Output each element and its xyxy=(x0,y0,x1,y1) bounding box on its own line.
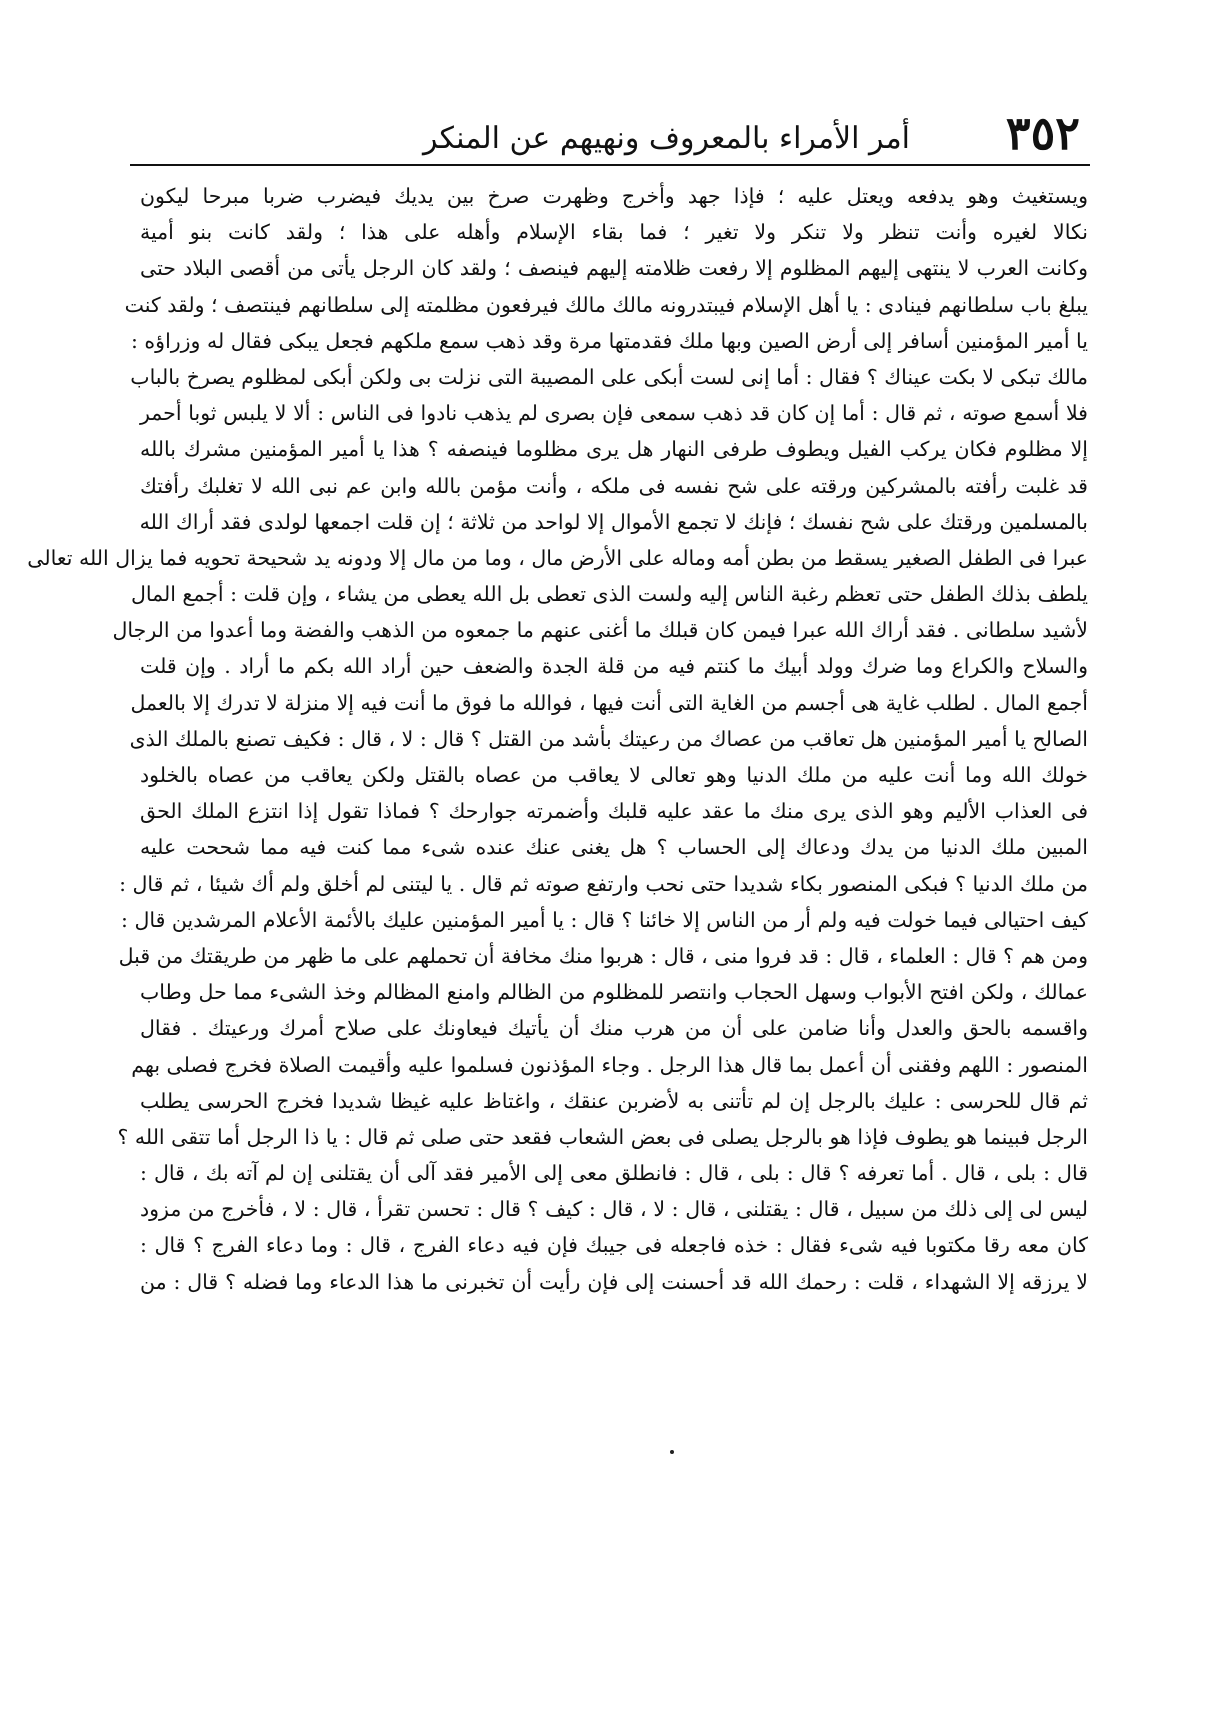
text-line: ليس لى إلى ذلك من سبيل ، قال : يقتلنى ، قال : لا ، قال : كيف ؟ قال : تحسن تقرأ ، قال : لا ، فأخرج من مزود xyxy=(140,1197,1088,1222)
text-line: كيف احتيالى فيما خولت فيه ولم أر من الناس إلا خائنا ؟ قال : يا أمير المؤمنين عليك بالأئمة الأعلام المرشدين قال : xyxy=(121,907,1088,932)
text-line: نكالا لغيره وأنت تنظر ولا تنكر ولا تغير ؛ فما بقاء الإسلام وأهله على هذا ؛ ولقد كانت بنو أمية xyxy=(140,220,1088,245)
text-line: المنصور : اللهم وفقنى أن أعمل بما قال هذا الرجل . وجاء المؤذنون فسلموا عليه وأقيمت الصلاة فخرج فصلى بهم xyxy=(131,1052,1088,1077)
text-line: الرجل فبينما هو يطوف فإذا هو بالرجل يصلى فى بعض الشعاب فقعد حتى صلى ثم قال : يا ذا الرجل أما تتقى الله ؟ xyxy=(117,1124,1088,1149)
text-line: المبين ملك الدنيا من يدك ودعاك إلى الحساب ؟ هل يغنى عنك عنده شىء مما كنت فيه مما شححت عليه xyxy=(140,835,1088,860)
text-line: ثم قال للحرسى : عليك بالرجل إن لم تأتنى به لأضربن عنقك ، واغتاظ عليه غيظا شديدا فخرج الحرسى يطلب xyxy=(140,1088,1088,1113)
text-line: قال : بلى ، قال . أما تعرفه ؟ قال : بلى ، قال : فانطلق معى إلى الأمير فقد آلى أن يقتلنى إن لم آته بك ، قال : xyxy=(140,1161,1088,1186)
text-line: الصالح يا أمير المؤمنين هل تعاقب من عصاك من رعيتك بأشد من القتل ؟ قال : لا ، قال : فكيف تصنع بالملك الذى xyxy=(129,726,1088,751)
text-line: والسلاح والكراع وما ضرك وولد أبيك ما كنتم فيه من قلة الجدة والضعف حين أراد الله بكم ما أراد . وإن قلت xyxy=(140,654,1088,679)
text-line: بالمسلمين ورقتك على شح نفسك ؛ فإنك لا تجمع الأموال إلا لواحد من ثلاثة ؛ إن قلت اجمعها لولدى فقد أراك الله xyxy=(139,509,1088,534)
header-rule xyxy=(130,164,1090,166)
body-text xyxy=(27,178,1088,1300)
text-line: إلا مظلوم فكان يركب الفيل ويطوف طرفى النهار هل يرى مظلوما فينصفه ؟ هذا يا أمير المؤمنين مشرك بالله xyxy=(140,437,1088,462)
text-line: يبلغ باب سلطانهم فينادى : يا أهل الإسلام فيبتدرونه مالك مالك فيرفعون مظلمته إلى سلطانهم فينتصف ؛ ولقد كنت xyxy=(124,292,1088,317)
running-title: أمر الأمراء بالمعروف ونهيهم عن المنكر xyxy=(423,121,910,156)
page-number: ٣٥٢ xyxy=(1005,106,1080,160)
text-line: قد غلبت رأفته بالمشركين ورقته على شح نفسه فى ملكه ، وأنت مؤمن بالله وابن عم نبى الله لا تغلبك رأفتك xyxy=(140,473,1088,498)
text-line: خولك الله وما أنت عليه من ملك الدنيا وهو تعالى لا يعاقب من عصاه بالقتل ولكن يعاقب من عصاه بالخلود xyxy=(140,763,1088,787)
text-line: يلطف بذلك الطفل حتى تعظم رغبة الناس إليه ولست الذى تعطى بل الله يعطى من يشاء ، وإن قلت : أجمع المال xyxy=(130,582,1088,607)
page-header xyxy=(130,88,1090,168)
text-line: وكانت العرب لا ينتهى إليهم المظلوم إلا رفعت ظلامته إليهم فينصف ؛ ولقد كان الرجل يأتى من أقصى البلاد حتى xyxy=(140,256,1088,281)
text-line: لأشيد سلطانى . فقد أراك الله عبرا فيمن كان قبلك ما أغنى عنهم ما جمعوه من الذهب والفضة وما أعدوا من الرجال xyxy=(112,618,1088,643)
text-line: يا أمير المؤمنين أسافر إلى أرض الصين وبها ملك فقدمتها مرة وقد ذهب سمع ملكهم فجعل يبكى فقال له وزراؤه : xyxy=(131,328,1088,353)
text-line: أجمع المال . لطلب غاية هى أجسم من الغاية التى أنت فيها ، فوالله ما فوق ما أنت فيه إلا منزلة لا تدرك إلا بالعمل xyxy=(130,690,1088,715)
text-line: من ملك الدنيا ؟ فبكى المنصور بكاء شديدا حتى نحب وارتفع صوته ثم قال . يا ليتنى لم أخلق ولم أك شيئا ، ثم قال : xyxy=(119,871,1088,896)
text-line: ومن هم ؟ قال : العلماء ، قال : قد فروا منى ، قال : هربوا منك مخافة أن تحملهم على ما ظهر من طريقتك من قبل xyxy=(118,943,1088,968)
text-line: عمالك ، ولكن افتح الأبواب وسهل الحجاب وانتصر للمظلوم من الظالم وامنع المظالم وخذ الشىء مما حل وطاب xyxy=(140,980,1088,1005)
text-line: عبرا فى الطفل الصغير يسقط من بطن أمه وماله على الأرض مال ، وما من مال إلا ودونه يد شحيحة تحويه فما يزال الله تعالى xyxy=(27,545,1088,570)
text-line: مالك تبكى لا بكت عيناك ؟ فقال : أما إنى لست أبكى على المصيبة التى نزلت بى ولكن أبكى لمظلوم يصرخ بالباب xyxy=(130,364,1088,389)
text-line: كان معه رقا مكتوبا فيه شىء فقال : خذه فاجعله فى جيبك فإن فيه دعاء الفرج ، قال : وما دعاء الفرج ؟ قال : xyxy=(140,1233,1088,1258)
text-line: لا يرزقه إلا الشهداء ، قلت : رحمك الله قد أحسنت إلى فإن رأيت أن تخبرنى ما هذا الدعاء وما فضله ؟ قال : من xyxy=(140,1269,1088,1294)
footer-dot xyxy=(670,1450,674,1454)
text-line: فى العذاب الأليم وهو الذى يرى منك ما عقد عليه قلبك وأضمرته جوارحك ؟ فماذا تقول إذا انتزع الملك الحق xyxy=(140,799,1088,824)
text-line: فلا أسمع صوته ، ثم قال : أما إن كان قد ذهب سمعى فإن بصرى لم يذهب نادوا فى الناس : ألا لا يلبس ثوبا أحمر xyxy=(140,401,1088,426)
text-line: واقسمه بالحق والعدل وأنا ضامن على أن من هرب منك أن يأتيك فيعاونك على صلاح أمرك ورعيتك . فقال xyxy=(140,1016,1088,1041)
text-line: ويستغيث وهو يدفعه ويعتل عليه ؛ فإذا جهد وأخرج وظهرت صرخ بين يديك فيضرب ضربا مبرحا ليكون xyxy=(140,184,1088,208)
